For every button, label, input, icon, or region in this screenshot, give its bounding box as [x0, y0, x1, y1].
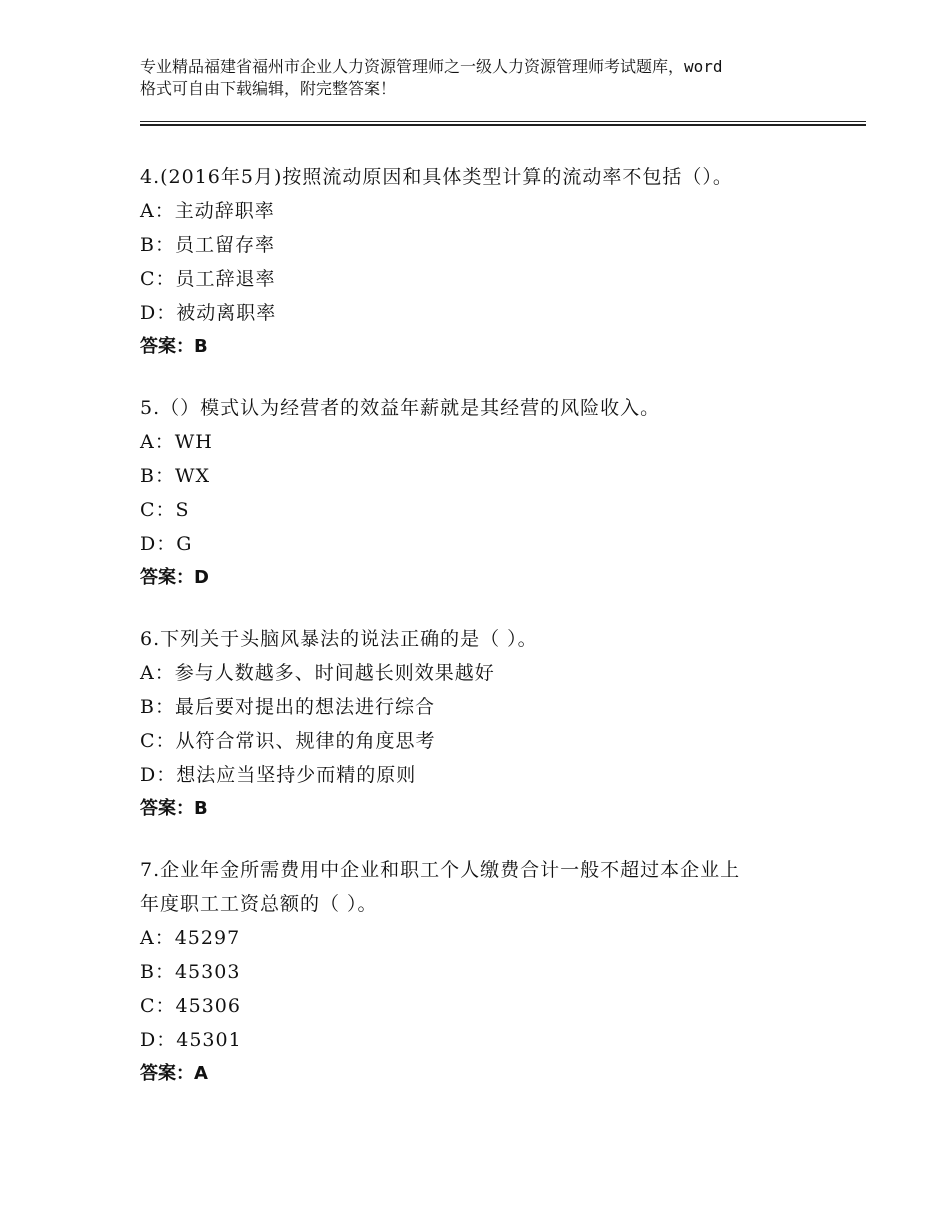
option-b: B：WX: [140, 465, 211, 487]
option-c: C：S: [140, 499, 190, 521]
answer-label: 答案：B: [140, 798, 208, 819]
option-b: B：45303: [140, 961, 241, 983]
option-a: A：主动辞职率: [140, 200, 275, 222]
question-text: 4.(2016年5月)按照流动原因和具体类型计算的流动率不包括（）。: [140, 166, 733, 188]
option-d: D：被动离职率: [140, 302, 277, 324]
option-b: B：最后要对提出的想法进行综合: [140, 696, 435, 718]
question-7: [140, 853, 840, 1091]
document-header: [140, 56, 840, 100]
question-6: [140, 622, 840, 826]
header-divider-thick: [140, 124, 866, 126]
header-line-1: 专业精品福建省福州市企业人力资源管理师之一级人力资源管理师考试题库，word: [140, 57, 723, 76]
question-text-line-2: 年度职工工资总额的（ ）。: [140, 893, 378, 915]
option-c: C：员工辞退率: [140, 268, 276, 290]
answer-label: 答案：D: [140, 567, 209, 588]
answer-label: 答案：A: [140, 1063, 208, 1084]
question-4: [140, 160, 840, 364]
option-d: D：45301: [140, 1029, 242, 1051]
answer-label: 答案：B: [140, 336, 208, 357]
question-list: [140, 160, 840, 1118]
option-a: A：45297: [140, 927, 241, 949]
option-c: C：从符合常识、规律的角度思考: [140, 730, 436, 752]
question-text: 6.下列关于头脑风暴法的说法正确的是（ ）。: [140, 628, 538, 650]
question-5: [140, 391, 840, 595]
question-text-line-1: 7.企业年金所需费用中企业和职工个人缴费合计一般不超过本企业上: [140, 859, 741, 881]
option-b: B：员工留存率: [140, 234, 275, 256]
question-text: 5.（）模式认为经营者的效益年薪就是其经营的风险收入。: [140, 397, 661, 419]
header-line-2: 格式可自由下载编辑，附完整答案！: [140, 79, 397, 98]
option-a: A：参与人数越多、时间越长则效果越好: [140, 662, 495, 684]
option-a: A：WH: [140, 431, 213, 453]
header-divider-thin: [140, 121, 866, 122]
option-d: D：G: [140, 533, 193, 555]
option-c: C：45306: [140, 995, 241, 1017]
option-d: D：想法应当坚持少而精的原则: [140, 764, 417, 786]
